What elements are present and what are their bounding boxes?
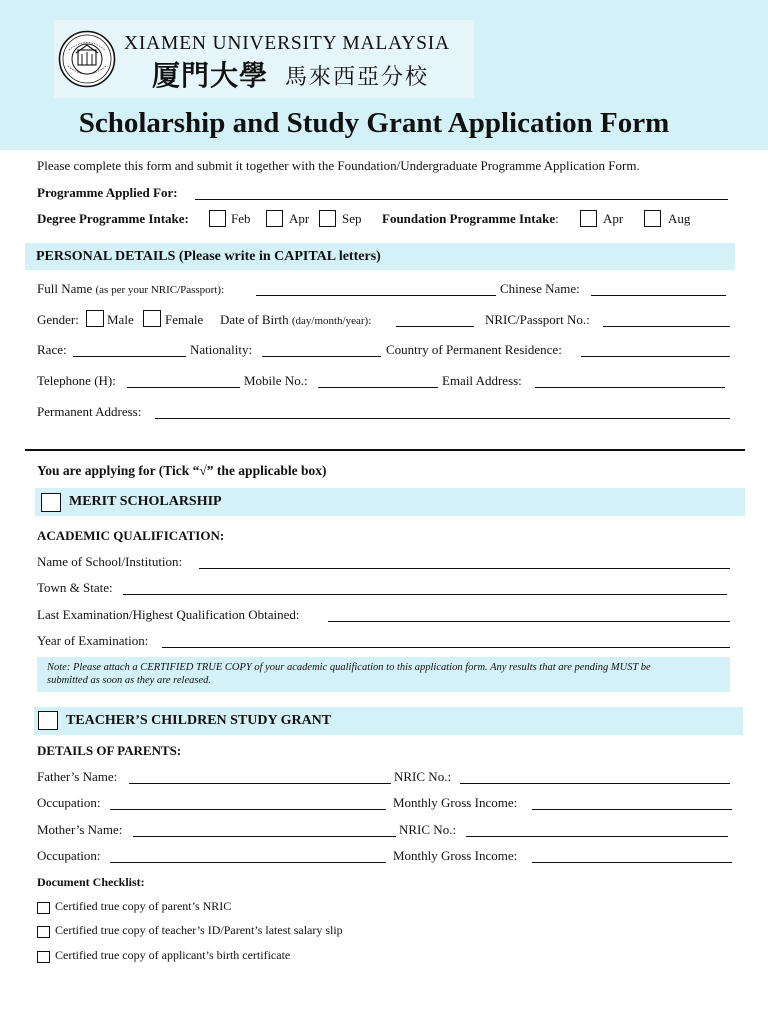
note-line-1: Note: Please attach a CERTIFIED TRUE COPY of your academic qualification to this application form. Any results that are pending MUST be (47, 662, 651, 673)
teacher-grant-checkbox[interactable] (38, 711, 58, 730)
chinese-name-label: Chinese Name: (500, 281, 580, 296)
chinese-name-field[interactable] (591, 295, 726, 296)
merit-scholarship-title: MERIT SCHOLARSHIP (69, 494, 222, 509)
nationality-label: Nationality: (190, 342, 253, 357)
university-seal-icon (58, 30, 116, 88)
degree-intake-apr-label: Apr (289, 211, 310, 226)
checklist-salary-slip-checkbox[interactable] (37, 926, 50, 938)
programme-applied-field[interactable] (195, 199, 728, 200)
exam-field[interactable] (328, 621, 730, 622)
address-label: Permanent Address: (37, 404, 142, 419)
note-line-2: submitted as soon as they are released. (47, 675, 211, 686)
telephone-label: Telephone (H): (37, 373, 116, 388)
father-nric-label: NRIC No.: (394, 769, 452, 784)
father-occupation-label: Occupation: (37, 795, 101, 810)
section-divider (25, 449, 745, 451)
foundation-intake-colon: : (555, 211, 559, 226)
mother-occupation-label: Occupation: (37, 848, 101, 863)
parents-details-title: DETAILS OF PARENTS: (37, 743, 182, 758)
checklist-birth-cert-checkbox[interactable] (37, 951, 50, 963)
father-income-field[interactable] (532, 809, 732, 810)
school-field[interactable] (199, 568, 730, 569)
full-name-label (37, 281, 224, 297)
father-occupation-field[interactable] (110, 809, 386, 810)
checklist-salary-slip-label: Certified true copy of teacher’s ID/Parent’s latest salary slip (55, 923, 343, 937)
mother-income-field[interactable] (532, 862, 732, 863)
degree-intake-sep-label: Sep (342, 211, 362, 226)
residence-label: Country of Permanent Residence: (386, 342, 562, 357)
town-label: Town & State: (37, 580, 113, 595)
father-name-label: Father’s Name: (37, 769, 118, 784)
full-name-text: Full Name (37, 281, 93, 296)
applying-for-heading: You are applying for (Tick “√” the applicable box) (37, 463, 327, 478)
gender-female-checkbox[interactable] (143, 310, 161, 327)
gender-male-label: Male (107, 312, 134, 327)
school-label: Name of School/Institution: (37, 554, 183, 569)
form-title: Scholarship and Study Grant Application Form (78, 107, 670, 139)
email-field[interactable] (535, 387, 725, 388)
mother-name-field[interactable] (133, 836, 396, 837)
full-name-field[interactable] (256, 295, 496, 296)
foundation-intake-label (382, 211, 559, 227)
mobile-label: Mobile No.: (244, 373, 308, 388)
foundation-intake-text: Foundation Programme Intake (382, 211, 556, 226)
dob-hint: (day/month/year): (291, 315, 372, 327)
gender-male-checkbox[interactable] (86, 310, 104, 327)
academic-qualification-title: ACADEMIC QUALIFICATION: (37, 528, 225, 543)
address-field[interactable] (155, 418, 730, 419)
year-field[interactable] (162, 647, 730, 648)
full-name-hint: (as per your NRIC/Passport): (95, 284, 225, 296)
father-nric-field[interactable] (460, 783, 730, 784)
university-name-cn: 厦門大學 (152, 61, 269, 92)
degree-intake-sep-checkbox[interactable] (319, 210, 336, 227)
dob-label (220, 312, 371, 328)
dob-field[interactable] (396, 326, 474, 327)
degree-intake-feb-checkbox[interactable] (209, 210, 226, 227)
race-label: Race: (37, 342, 67, 357)
mother-nric-label: NRIC No.: (399, 822, 457, 837)
mother-name-label: Mother’s Name: (37, 822, 123, 837)
race-field[interactable] (73, 356, 186, 357)
father-income-label: Monthly Gross Income: (393, 795, 518, 810)
merit-scholarship-checkbox[interactable] (41, 493, 61, 512)
foundation-intake-aug-checkbox[interactable] (644, 210, 661, 227)
foundation-intake-aug-label: Aug (668, 211, 691, 226)
degree-intake-feb-label: Feb (231, 211, 251, 226)
father-name-field[interactable] (129, 783, 391, 784)
university-campus-cn: 馬來西亞分校 (285, 64, 430, 89)
teacher-grant-title: TEACHER’S CHILDREN STUDY GRANT (66, 713, 332, 728)
degree-intake-label: Degree Programme Intake: (37, 211, 189, 226)
telephone-field[interactable] (127, 387, 240, 388)
checklist-parent-nric-label: Certified true copy of parent’s NRIC (55, 899, 232, 913)
residence-field[interactable] (581, 356, 730, 357)
mother-nric-field[interactable] (466, 836, 728, 837)
mobile-field[interactable] (318, 387, 438, 388)
nric-field[interactable] (603, 326, 730, 327)
university-name-en: XIAMEN UNIVERSITY MALAYSIA (124, 33, 450, 54)
degree-intake-apr-checkbox[interactable] (266, 210, 283, 227)
exam-label: Last Examination/Highest Qualification Obtained: (37, 607, 300, 622)
gender-label: Gender: (37, 312, 79, 327)
intro-text: Please complete this form and submit it together with the Foundation/Undergraduate Programme Application Form. (37, 158, 640, 173)
nationality-field[interactable] (262, 356, 381, 357)
year-label: Year of Examination: (37, 633, 149, 648)
email-label: Email Address: (442, 373, 522, 388)
personal-details-title: PERSONAL DETAILS (Please write in CAPITAL letters) (36, 249, 381, 264)
document-checklist-title: Document Checklist: (37, 875, 145, 889)
town-field[interactable] (123, 594, 727, 595)
nric-label: NRIC/Passport No.: (485, 312, 590, 327)
mother-occupation-field[interactable] (110, 862, 386, 863)
mother-income-label: Monthly Gross Income: (393, 848, 518, 863)
dob-text: Date of Birth (220, 312, 289, 327)
foundation-intake-apr-label: Apr (603, 211, 624, 226)
gender-female-label: Female (165, 312, 204, 327)
checklist-parent-nric-checkbox[interactable] (37, 902, 50, 914)
checklist-birth-cert-label: Certified true copy of applicant’s birth certificate (55, 948, 291, 962)
note-text (47, 661, 727, 687)
programme-applied-label: Programme Applied For: (37, 185, 178, 200)
foundation-intake-apr-checkbox[interactable] (580, 210, 597, 227)
